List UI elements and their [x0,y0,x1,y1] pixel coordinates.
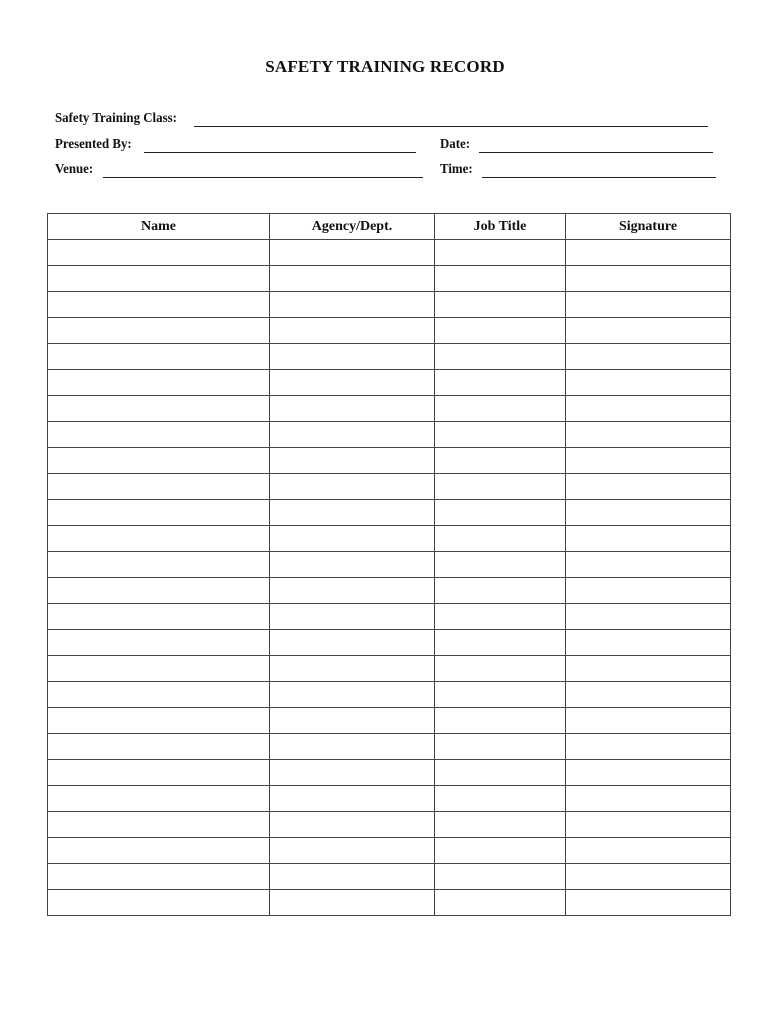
agency-cell[interactable] [270,734,435,760]
table-row [48,890,731,916]
agency-cell[interactable] [270,318,435,344]
signature-cell[interactable] [566,786,731,812]
job-title-cell[interactable] [435,682,566,708]
training-class-label: Safety Training Class: [55,111,177,126]
signature-cell[interactable] [566,526,731,552]
signature-cell[interactable] [566,344,731,370]
signature-cell[interactable] [566,682,731,708]
agency-cell[interactable] [270,448,435,474]
name-cell[interactable] [48,422,270,448]
table-row [48,370,731,396]
agency-cell[interactable] [270,552,435,578]
name-cell[interactable] [48,318,270,344]
agency-cell[interactable] [270,838,435,864]
agency-cell[interactable] [270,422,435,448]
table-row [48,526,731,552]
job-title-cell[interactable] [435,656,566,682]
signature-cell[interactable] [566,864,731,890]
name-cell[interactable] [48,682,270,708]
signature-cell[interactable] [566,812,731,838]
signature-cell[interactable] [566,838,731,864]
name-cell[interactable] [48,864,270,890]
job-title-cell[interactable] [435,864,566,890]
signature-cell[interactable] [566,630,731,656]
name-cell[interactable] [48,396,270,422]
signature-cell[interactable] [566,656,731,682]
name-cell[interactable] [48,838,270,864]
job-title-cell[interactable] [435,708,566,734]
column-header-name: Name [48,214,270,240]
job-title-cell[interactable] [435,890,566,916]
time-label: Time: [440,162,473,177]
agency-cell[interactable] [270,292,435,318]
name-cell[interactable] [48,604,270,630]
job-title-cell[interactable] [435,630,566,656]
job-title-cell[interactable] [435,396,566,422]
name-cell[interactable] [48,630,270,656]
column-header-signature: Signature [566,214,731,240]
name-cell[interactable] [48,448,270,474]
signature-cell[interactable] [566,396,731,422]
signature-cell[interactable] [566,474,731,500]
job-title-cell[interactable] [435,318,566,344]
training-class-field[interactable] [55,111,708,127]
signature-cell[interactable] [566,318,731,344]
agency-cell[interactable] [270,760,435,786]
presented-by-input[interactable] [144,138,416,153]
job-title-cell[interactable] [435,266,566,292]
agency-cell[interactable] [270,604,435,630]
table-row [48,786,731,812]
table-row [48,630,731,656]
signature-cell[interactable] [566,422,731,448]
job-title-cell[interactable] [435,292,566,318]
venue-label: Venue: [55,162,94,177]
agency-cell[interactable] [270,526,435,552]
name-cell[interactable] [48,552,270,578]
agency-cell[interactable] [270,786,435,812]
signature-cell[interactable] [566,266,731,292]
agency-cell[interactable] [270,344,435,370]
presented-by-field[interactable] [55,137,416,153]
table-row [48,292,731,318]
table-row [48,604,731,630]
job-title-cell[interactable] [435,448,566,474]
job-title-cell[interactable] [435,604,566,630]
signature-cell[interactable] [566,890,731,916]
signature-cell[interactable] [566,500,731,526]
job-title-cell[interactable] [435,552,566,578]
agency-cell[interactable] [270,578,435,604]
table-row [48,240,731,266]
name-cell[interactable] [48,708,270,734]
time-input[interactable] [482,163,716,178]
table-body [48,240,731,916]
name-cell[interactable] [48,890,270,916]
signature-cell[interactable] [566,734,731,760]
signature-cell[interactable] [566,292,731,318]
name-cell[interactable] [48,292,270,318]
job-title-cell[interactable] [435,838,566,864]
agency-cell[interactable] [270,500,435,526]
signature-cell[interactable] [566,552,731,578]
presented-by-label: Presented By: [55,137,132,152]
name-cell[interactable] [48,786,270,812]
agency-cell[interactable] [270,630,435,656]
job-title-cell[interactable] [435,474,566,500]
table-row [48,500,731,526]
job-title-cell[interactable] [435,240,566,266]
table-row [48,448,731,474]
name-cell[interactable] [48,266,270,292]
agency-cell[interactable] [270,474,435,500]
signature-cell[interactable] [566,578,731,604]
table-header-row [48,214,731,240]
table-row [48,656,731,682]
name-cell[interactable] [48,370,270,396]
table-row [48,760,731,786]
name-cell[interactable] [48,656,270,682]
table-row [48,578,731,604]
table-row [48,838,731,864]
signature-cell[interactable] [566,708,731,734]
table-row [48,318,731,344]
agency-cell[interactable] [270,266,435,292]
name-cell[interactable] [48,760,270,786]
date-label: Date: [440,137,471,152]
time-field[interactable] [440,162,716,178]
agency-cell[interactable] [270,812,435,838]
agency-cell[interactable] [270,240,435,266]
column-header-agency: Agency/Dept. [270,214,435,240]
agency-cell[interactable] [270,890,435,916]
signature-cell[interactable] [566,604,731,630]
table-row [48,812,731,838]
job-title-cell[interactable] [435,344,566,370]
name-cell[interactable] [48,578,270,604]
agency-cell[interactable] [270,396,435,422]
table-row [48,708,731,734]
job-title-cell[interactable] [435,578,566,604]
signature-cell[interactable] [566,448,731,474]
agency-cell[interactable] [270,370,435,396]
agency-cell[interactable] [270,864,435,890]
job-title-cell[interactable] [435,760,566,786]
table-row [48,396,731,422]
signature-cell[interactable] [566,760,731,786]
venue-field[interactable] [55,162,423,178]
name-cell[interactable] [48,526,270,552]
signature-cell[interactable] [566,370,731,396]
name-cell[interactable] [48,734,270,760]
page-title: SAFETY TRAINING RECORD [265,57,505,76]
table-row [48,682,731,708]
name-cell[interactable] [48,474,270,500]
agency-cell[interactable] [270,682,435,708]
job-title-cell[interactable] [435,734,566,760]
date-input[interactable] [479,138,713,153]
agency-cell[interactable] [270,708,435,734]
name-cell[interactable] [48,344,270,370]
training-class-input[interactable] [194,112,708,127]
job-title-cell[interactable] [435,812,566,838]
table-row [48,734,731,760]
name-cell[interactable] [48,500,270,526]
date-field[interactable] [440,137,713,153]
job-title-cell[interactable] [435,422,566,448]
table-row [48,266,731,292]
job-title-cell[interactable] [435,786,566,812]
attendance-table [47,213,731,916]
table-row [48,422,731,448]
table-row [48,344,731,370]
column-header-job-title: Job Title [435,214,566,240]
signature-cell[interactable] [566,240,731,266]
job-title-cell[interactable] [435,370,566,396]
venue-input[interactable] [103,163,423,178]
job-title-cell[interactable] [435,500,566,526]
name-cell[interactable] [48,812,270,838]
table-row [48,474,731,500]
table-row [48,864,731,890]
table-row [48,552,731,578]
agency-cell[interactable] [270,656,435,682]
job-title-cell[interactable] [435,526,566,552]
name-cell[interactable] [48,240,270,266]
